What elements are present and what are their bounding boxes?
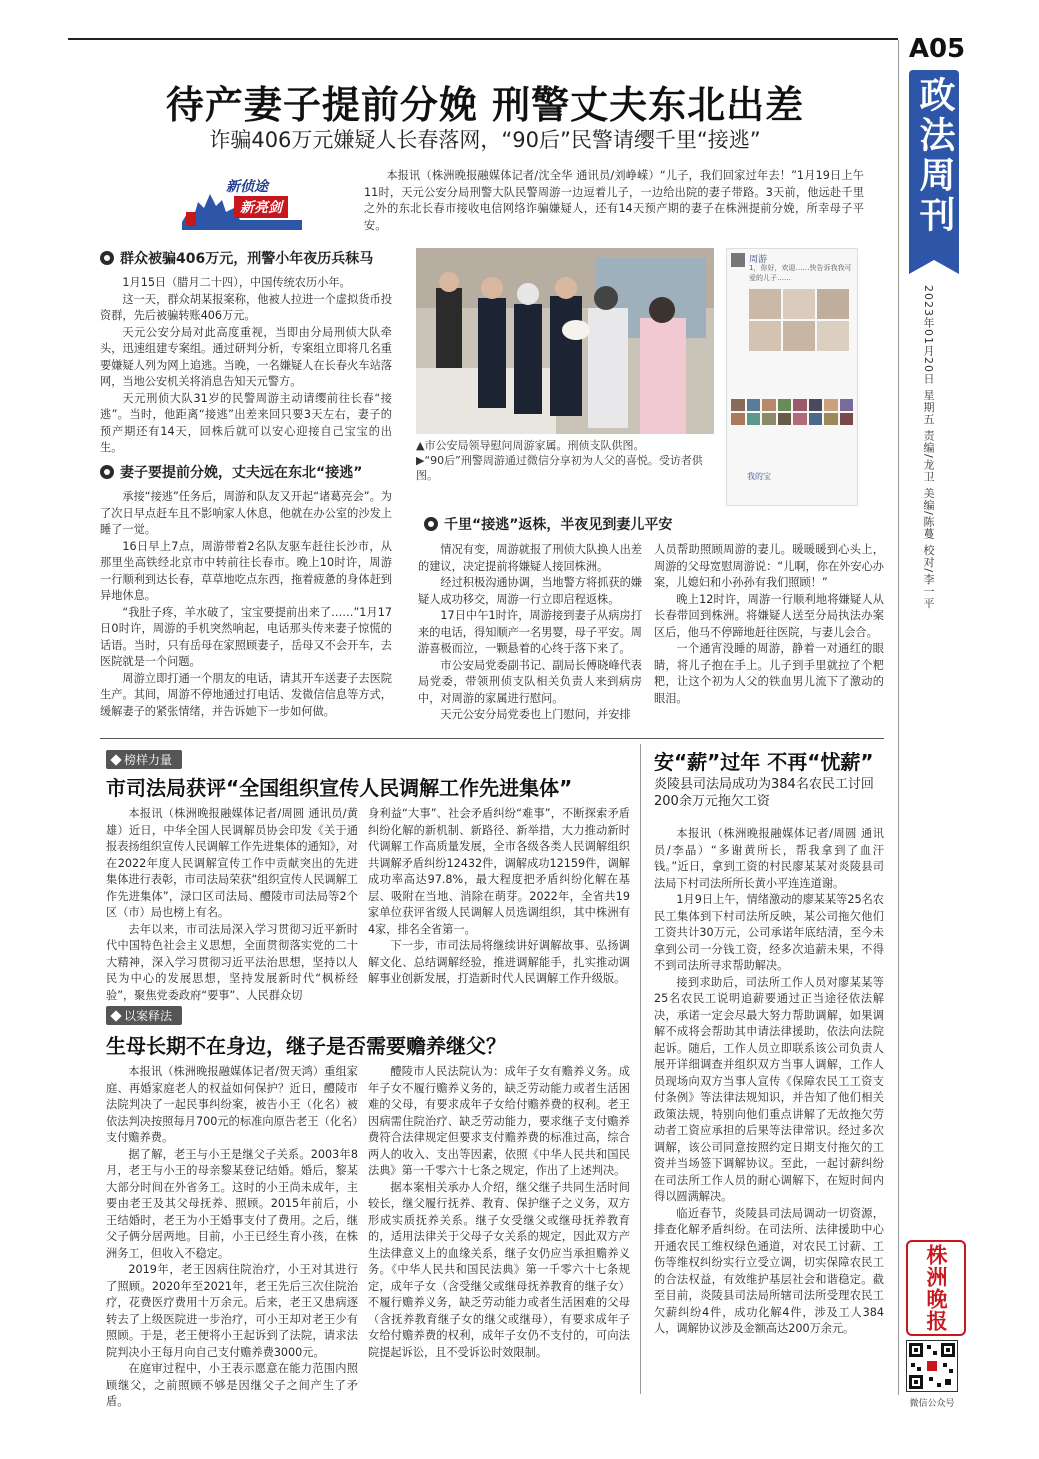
story2-col2 [368, 806, 630, 988]
paragraph: 天元公安分局对此高度重视，当即由分局刑侦大队牵头，迅速组建专案组。通过研判分析，专案组立即将几名重要嫌疑人列为网上追逃。当晚，一名嫌疑人在长春火车站落网，当地公安机关将消息告知天元警方。 [100, 325, 392, 388]
paragraph: 据本案相关承办人介绍，继父继子共同生活时间较长，继父履行抚养、教育、保护继子之义务，双方形成实质抚养关系。继子女受继父或继母抚养教育的，适用法律关于父母子女关系的规定，因此双方产生法律意义上的血缘关系，继子女仍应当承担赡养义务。《中华人民共和国民法典》第一千零六十七条规定，成年子女（含受继父或继母抚养教育的继子女）不履行赡养义务，缺乏劳动能力或者生活困难的父母（含抚养教育继子女的继父或继母），有要求成年子女给付赡养费的权利，成年子女仍不支付的，可向法院提起诉讼，且不受诉讼时效限制。 [368, 1180, 630, 1359]
paragraph: 经过积极沟通协调，当地警方将抓获的嫌疑人成功移交，周游一行立即启程返株。 [418, 576, 642, 606]
like-avatar [824, 413, 838, 425]
grid-photo [817, 289, 849, 319]
paragraph: 据了解，老王与小王是继父子关系。2003年8月，老王与小王的母亲黎某登记结婚。婚后，黎某大部分时间在外省务工。这时的小王尚未成年，主要由老王及其父母抚养、照顾。2015年前后，小王结婚时，老王为小王婚事支付了费用。之后，继父子俩分居两地。目前，小王已经生育小孩，在株洲务工，但收入不稳定。 [106, 1147, 358, 1260]
top-rule [68, 38, 898, 40]
grid-photo [783, 289, 815, 319]
lead-subhead-2 [100, 462, 362, 482]
caption-1: ▲市公安局领导慰问周游家属。刑侦支队供图。 [416, 439, 645, 452]
paragraph: 在庭审过程中，小王表示愿意在能力范围内照顾继父，之前照顾不够是因继父子之间产生了矛盾。 [106, 1362, 358, 1408]
paragraph: 本报讯（株洲晚报融媒体记者/周圆 通讯员/李晶）“多谢黄所长，帮我拿到了血汗钱。”近日，拿到工资的村民廖某某对炎陵县司法局下村司法所所长黄小平连连道谢。 [654, 827, 884, 890]
like-avatar [840, 413, 854, 425]
wechat-avatar [731, 253, 745, 267]
lead-title: 待产妻子提前分娩 刑警丈夫东北出差 [165, 83, 805, 127]
bullet-icon [100, 465, 114, 479]
like-avatar [793, 413, 807, 425]
lead-col3 [418, 542, 642, 724]
grid-photo [749, 321, 781, 351]
tag-role-model [106, 750, 182, 769]
tag-case-law [106, 1006, 182, 1025]
section-name: 政法周刊 [914, 76, 955, 236]
like-avatar [762, 413, 776, 425]
like-avatar [824, 399, 838, 411]
badge-line2-text: 新亮剑 [240, 200, 282, 216]
photo-captions [416, 438, 714, 483]
lead-col4 [654, 542, 884, 707]
column-badge [182, 172, 302, 230]
paragraph: 本报讯（株洲晚报融媒体记者/贺天鸿）重组家庭、再婚家庭老人的权益如何保护？近日，醴陵市法院判决了一起民事纠纷案，被告小王（化名）被依法判决按照每月700元的标准向原告老王（化名）支付赡养费。 [106, 1065, 358, 1144]
paragraph: 2019年，老王因病住院治疗，小王对其进行了照顾。2020年至2021年，老王先后三次住院治疗，花费医疗费用十万余元。后来，老王又患病逐转去了上级医院进一步治疗，可小王却对老王少有照顾。于是，老王便将小王起诉到了法院，请求法院判决小王每月向自己支付赡养费3000元。 [106, 1263, 358, 1359]
diamond-icon [110, 754, 121, 765]
paragraph: 市公安局党委副书记、副局长傅晓峰代表局党委，带领刑侦支队相关负责人来到病房中，对周游的家属进行慰问。 [418, 658, 642, 705]
story3-col1 [106, 1064, 358, 1411]
lead-subhead-3 [424, 514, 672, 534]
story2-col1 [106, 806, 358, 1004]
qr-code[interactable] [906, 1340, 958, 1392]
grid-photo [783, 321, 815, 351]
vertical-divider [640, 744, 641, 1394]
paragraph: 17日中午1时许，周游接到妻子从病房打来的电话，得知顺产一名男婴，母子平安。周游喜极而泣，一颗悬着的心终于落下来了。 [418, 609, 642, 655]
date-line: 2023年01月20日 星期五 责编/龙卫 美编/陈蔓 校对/李一平 [922, 285, 935, 610]
lead-col1 [100, 275, 392, 457]
like-avatar [809, 413, 823, 425]
lead-intro [364, 168, 864, 234]
badge-line2 [234, 196, 288, 218]
paragraph: 周游立即打通一个朋友的电话，请其开车送妻子去医院生产。其间，周游不停地通过打电话、发微信信息等方式，缓解妻子的紧张情绪，并告诉她下一步如何做。 [100, 671, 392, 718]
like-avatar [731, 413, 745, 425]
wechat-likes [731, 399, 853, 425]
badge-line1: 新侦途 [226, 179, 268, 195]
bullet-icon [424, 517, 438, 531]
qr-code-icon [907, 1341, 957, 1391]
story4-title: 安“薪”过年 不再“忧薪” [654, 750, 874, 774]
like-avatar [731, 399, 745, 411]
wechat-label: 微信公众号 [909, 1399, 955, 1409]
caption-2: ▶“90后”刑警周游通过微信分享初为人父的喜悦。受访者供图。 [416, 454, 703, 482]
paragraph: 承接“接逃”任务后，周游和队友又开起“诸葛亮会”。为了次日早点赶车且不影响家人休息，他就在办公室的沙发上睡了一觉。 [100, 490, 392, 536]
paragraph: 1月9日上午，情绪激动的廖某某等25名农民工集体到下村司法所反映，某公司拖欠他们工资共计30万元，公司承诺年底结清，至今未拿到公司一分钱工资，经多次追薪未果，不得不到司法所寻求帮助解决。 [654, 893, 884, 972]
paragraph: “我肚子疼，羊水破了，宝宝要提前出来了……”1月17日0时许，周游的手机突然响起，电话那头传来妻子惊慌的话语。当时，只有岳母在家照顾妻子，岳母又不会开车，去医院就是一个问题。 [100, 605, 392, 668]
wechat-name: 周游 [749, 255, 768, 265]
page-number: A05 [908, 34, 966, 64]
paragraph: 去年以来，市司法局深入学习贯彻习近平新时代中国特色社会主义思想，全面贯彻落实党的二十大精神，深入学习贯彻习近平法治思想，坚持以人民为中心的发展思想，坚持发展新时代“枫桥经验”，聚焦党委政府“要事”、人民群众切 [106, 922, 358, 1002]
section-divider [100, 738, 884, 739]
paragraph: 下一步，市司法局将继续讲好调解故事、弘扬调解文化、总结调解经验，推进调解能手，扎实推动调解事业创新发展，打造新时代人民调解工作升级版。 [368, 939, 630, 985]
like-avatar [840, 399, 854, 411]
tag-role-model-text: 榜样力量 [124, 753, 173, 767]
like-avatar [747, 399, 761, 411]
right-rule [898, 40, 899, 1395]
lead-subhead-1 [100, 248, 373, 268]
story3-title: 生母长期不在身边，继子是否需要赡养继父？ [106, 1034, 506, 1058]
paragraph: 1月15日（腊月二十四），中国传统农历小年。 [122, 276, 351, 289]
lead-subtitle: 诈骗406万元嫌疑人长春落网，“90后”民警请缨千里“接逃” [209, 128, 761, 152]
wechat-photo-grid [749, 289, 849, 351]
grid-photo [817, 321, 849, 351]
like-avatar [762, 399, 776, 411]
wechat-screenshot [726, 248, 858, 506]
wechat-post: 1，你好，欢迎……快告诉我我可爱的儿子…… [749, 264, 852, 282]
paragraph: 醴陵市人民法院认为：成年子女有赡养义务。成年子女不履行赡养义务的，缺乏劳动能力或者生活困难的父母，有要求成年子女给付赡养费的权利。老王因病需住院治疗、缺乏劳动能力，要求继子支付赡养费符合法律规定但要求支付赡养费的标准过高，综合两人的收入、支出等因素，依照《中华人民共和国民法典》第一千零六十七条之规定，作出了上述判决。 [368, 1065, 630, 1177]
lead-intro-text: 本报讯（株洲晚报融媒体记者/沈全华 通讯员/刘峥嵘）“儿子，我们回家过年去！”1月19日上午11时，天元公安分局刑警大队民警周游一边逗着儿子，一边给出院的妻子带路。3天前，他远赴千里之外的东北长春市接收电信网络诈骗嫌疑人，还有14天预产期的妻子在株洲提前分娩，所幸母子平安。 [364, 169, 864, 232]
paragraph: 16日早上7点，周游带着2名队友驱车赶往长沙市，从那里坐高铁经北京市中转前往长春市。晚上10时许，周游一行顺利到达长春，草草地吃点东西，拖着疲惫的身体赶到异地休息。 [100, 539, 392, 602]
story2-title: 市司法局获评“全国组织宣传人民调解工作先进集体” [106, 776, 573, 800]
lead-subhead-1-text: 群众被骗406万元，刑警小年夜历兵秣马 [120, 251, 374, 267]
bullet-icon [100, 251, 114, 265]
grid-photo [749, 289, 781, 319]
lead-subhead-2-text: 妻子要提前分娩，丈夫远在东北“接逃” [120, 465, 363, 481]
diamond-icon [110, 1010, 121, 1021]
paragraph: 晚上12时许，周游一行顺利地将嫌疑人从长春带回到株洲。将嫌疑人送至分局执法办案区后，他马不停蹄地赶往医院，与妻儿会合。 [654, 592, 884, 639]
wechat-comment-user: 我的宝 [747, 472, 771, 481]
tag-case-law-text: 以案释法 [124, 1009, 173, 1023]
paragraph: 情况有变，周游就报了刑侦大队换人出差的建议，决定提前将嫌疑人接回株洲。 [418, 543, 642, 573]
paragraph: 身利益“大事”、社会矛盾纠纷“难事”，不断探索矛盾纠纷化解的新机制、新路径、新举措，大力推动新时代调解工作高质量发展，全市各级各类人民调解组织共调解矛盾纠纷12432件，调解成功12159件，调解成功率高达97.8%，最大程度把矛盾纠纷化解在基层、吸附在当地、消除在萌芽。2022年，全省共19家单位获评省级人民调解人员选调组织，其中株洲有4家，排名全省第一。 [368, 807, 630, 936]
section-banner [909, 70, 959, 260]
section-banner-tip [909, 260, 959, 274]
lead-col2 [100, 489, 392, 720]
paragraph: 一个通宵没睡的周游，静着一对通红的眼睛，将儿子抱在手上。儿子到手里就拉了个粑粑，让这个初为人父的铁血男儿流下了激动的眼泪。 [654, 642, 884, 705]
paragraph: 天元公安分局党委也上门慰问，并安排 [440, 708, 631, 721]
paragraph: 天元刑侦大队31岁的民警周游主动请缨前往长春“接逃”。当时，他距离“接逃”出差来回只要3天左右，妻子的预产期还有14天，回株后就可以安心迎接自己宝宝的出生。 [100, 391, 392, 454]
story4-subtitle: 炎陵县司法局成功为384名农民工讨回200余万元拖欠工资 [654, 777, 874, 809]
story3-col2 [368, 1064, 630, 1361]
like-avatar [778, 399, 792, 411]
like-avatar [747, 413, 761, 425]
brand-logo [906, 1240, 966, 1336]
paragraph: 临近春节，炎陵县司法局调动一切资源，排查化解矛盾纠纷。在司法所、法律援助中心开通农民工维权绿色通道，对农民工讨薪、工伤等维权纠纷实行立受立调，切实保障农民工的合法权益，有效维护基层社会和谐稳定。截至目前，炎陵县司法局所辖司法所受理农民工欠薪纠纷4件，成功化解4件，涉及工人384人，调解协议涉及金额高达200万余元。 [654, 1206, 884, 1335]
like-avatar [793, 399, 807, 411]
paragraph: 这一天，群众胡某报案称，他被人拉进一个虚拟货币投资群，先后被骗转账406万元。 [100, 292, 392, 322]
paragraph: 人员帮助照顾周游的妻儿。暖暖暖到心头上，周游的父母宽慰周游说：“儿啊，你在外安心办案，儿媳妇和小孙孙有我们照顾！” [654, 543, 884, 589]
story4-body [654, 826, 884, 1338]
hospital-visit-photo [416, 248, 714, 434]
paragraph: 接到求助后，司法所工作人员对廖某某等25名农民工说明追薪要通过正当途径依法解决，承诺一定会尽最大努力帮助调解，如果调解不成将会帮助其申请法律援助，依法向法院起诉。随后，工作人员立即联系该公司负责人展开详细调查并组织双方当事人调解，工作人员现场向双方当事人宣传《保障农民工工资支付条例》等法律法规知识，并告知了他们相关政策法规，特别向他们重点讲解了无故拖欠劳动者工资应承担的后果等法律常识。经过多次调解，该公司同意按照约定日期支付拖欠的工资并当场签下调解协议。至此，一起讨薪纠纷在司法所工作人员的耐心调解下，在短时间内得以圆满解决。 [654, 975, 884, 1203]
brand-logo-text: 株洲晚报 [924, 1244, 949, 1332]
like-avatar [778, 413, 792, 425]
visit-photo [416, 248, 714, 434]
like-avatar [809, 399, 823, 411]
paragraph: 本报讯（株洲晚报融媒体记者/周圆 通讯员/黄雄）近日，中华全国人民调解员协会印发《关于通报表扬组织宣传人民调解工作先进集体的通知》，对在2022年度人民调解宣传工作中贡献突出的先进集体进行表彰，市司法局荣获“组织宣传人民调解工作先进集体”，渌口区司法局、醴陵市司法局等2个区（市）局也榜上有名。 [106, 807, 358, 919]
lead-subhead-3-text: 千里“接逃”返株，半夜见到妻儿平安 [444, 517, 673, 533]
